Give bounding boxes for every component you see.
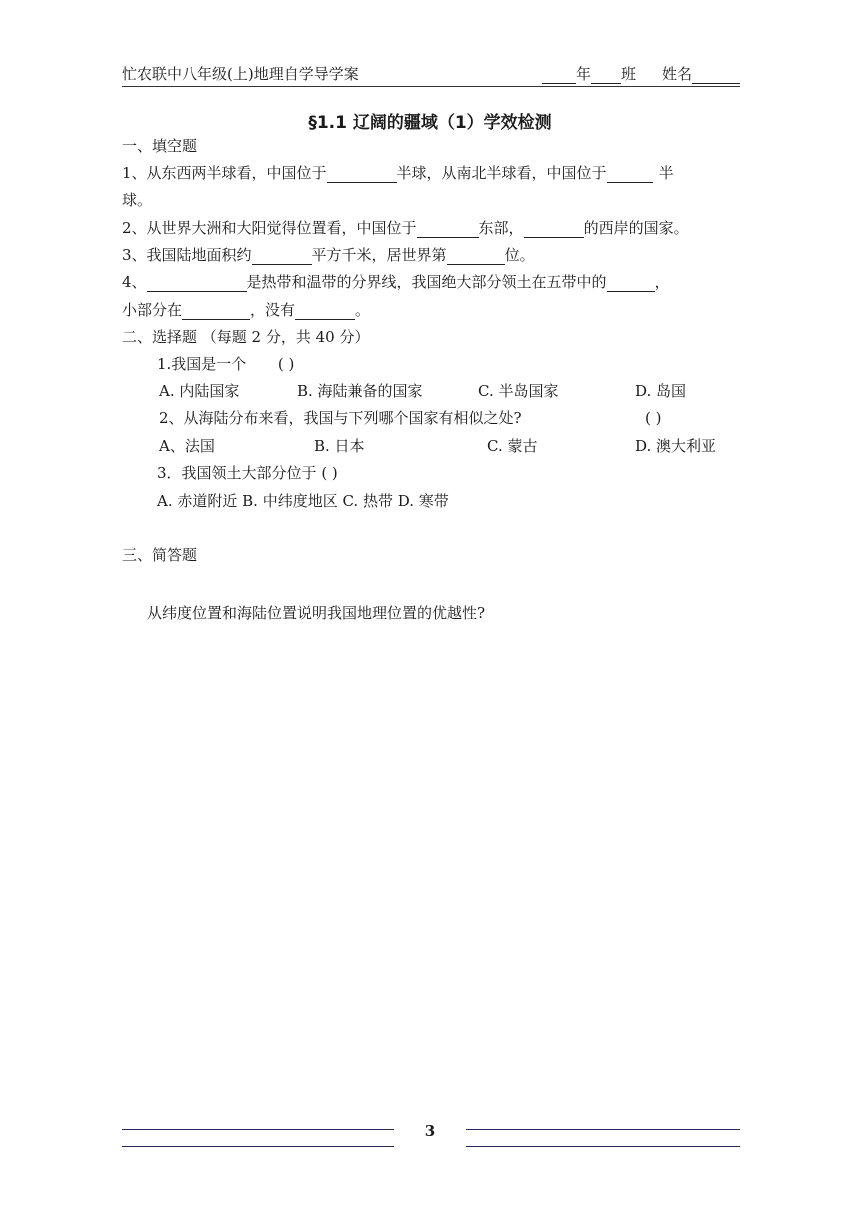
name-blank[interactable] [692, 67, 740, 84]
answer-blank[interactable] [607, 166, 653, 183]
q1-text-d: 球。 [122, 191, 153, 209]
q4-text-b: 是热带和温带的分界线，我国绝大部分领土在五带中的 [246, 273, 607, 291]
answer-blank[interactable] [147, 275, 247, 292]
option-c[interactable]: C. 半岛国家 [478, 382, 559, 400]
mc-question-2 [0, 408, 860, 428]
class-blank[interactable] [591, 67, 621, 84]
q4-text-d: 小部分在 [122, 301, 183, 319]
question-4 [122, 272, 670, 292]
option-b[interactable]: B. 海陆兼备的国家 [297, 382, 423, 400]
answer-blank[interactable] [607, 275, 655, 292]
option-c[interactable]: C. 蒙古 [487, 437, 538, 455]
class-label: 班 [620, 65, 636, 83]
answer-blank[interactable] [327, 166, 397, 183]
mc-q1-stem: 1.我国是一个 [157, 355, 247, 373]
short-answer-question: 从纬度位置和海陆位置说明我国地理位置的优越性? [147, 604, 486, 622]
name-label: 姓名 [661, 65, 692, 83]
option-d[interactable]: D. 澳大利亚 [635, 437, 717, 455]
section-heading: 二、选择题 （每题 2 分，共 40 分） [122, 328, 370, 346]
section-heading: 三、简答题 [122, 546, 198, 564]
header-fields [542, 63, 740, 84]
mc-q3-stem: 3．我国领土大部分位于 ( ) [157, 464, 338, 482]
answer-blank[interactable] [524, 221, 584, 238]
q1-text-c: 半 [658, 164, 674, 182]
q3-text-b: 平方千米，居世界第 [311, 246, 447, 264]
footer-rule-right-bottom [466, 1146, 740, 1147]
q4-text-c: ， [654, 273, 670, 291]
question-4-cont [122, 300, 370, 320]
option-a[interactable]: A. 内陆国家 [159, 382, 240, 400]
year-blank[interactable] [542, 67, 576, 84]
q2-text-b: 东部， [478, 219, 524, 237]
q4-text-f: 。 [355, 301, 371, 319]
question-1 [122, 163, 674, 183]
option-a[interactable]: A、法国 [159, 437, 215, 455]
footer-rule-left-bottom [122, 1146, 394, 1147]
page-header [122, 62, 740, 87]
answer-blank[interactable] [182, 303, 250, 320]
q4-text-e: ，没有 [250, 301, 296, 319]
question-2 [122, 218, 689, 238]
year-label: 年 [575, 65, 591, 83]
mc-q2-stem: 2、从海陆分布来看，我国与下列哪个国家有相似之处? [159, 409, 522, 427]
answer-blank[interactable] [252, 248, 312, 265]
answer-paren[interactable]: ( ) [277, 355, 295, 373]
page-number: 3 [424, 1122, 436, 1140]
q4-text-a: 4、 [122, 273, 147, 291]
q1-text-b: 半球，从南北半球看，中国位于 [396, 164, 607, 182]
answer-paren[interactable]: ( ) [645, 409, 662, 427]
answer-blank[interactable] [417, 221, 479, 238]
answer-blank[interactable] [295, 303, 355, 320]
answer-blank[interactable] [447, 248, 505, 265]
question-3 [122, 245, 535, 265]
q2-text-a: 2、从世界大洲和大阳觉得位置看，中国位于 [122, 219, 417, 237]
page-title: §1.1 辽阔的疆域（1）学效检测 [308, 113, 552, 133]
mc-q1-options [0, 381, 860, 401]
option-d[interactable]: D. 岛国 [635, 382, 687, 400]
option-b[interactable]: B. 日本 [314, 437, 365, 455]
q1-text-a: 1、从东西两半球看，中国位于 [122, 164, 327, 182]
q3-text-a: 3、我国陆地面积约 [122, 246, 252, 264]
mc-q2-options [0, 436, 860, 456]
mc-question-1 [157, 354, 294, 374]
section-heading: 一、填空题 [122, 137, 198, 155]
q2-text-c: 的西岸的国家。 [583, 219, 689, 237]
mc-q3-options[interactable]: A. 赤道附近 B. 中纬度地区 C. 热带 D. 寒带 [157, 492, 449, 510]
header-title: 忙农联中八年级(上)地理自学导学案 [122, 65, 359, 83]
q3-text-c: 位。 [504, 246, 535, 264]
